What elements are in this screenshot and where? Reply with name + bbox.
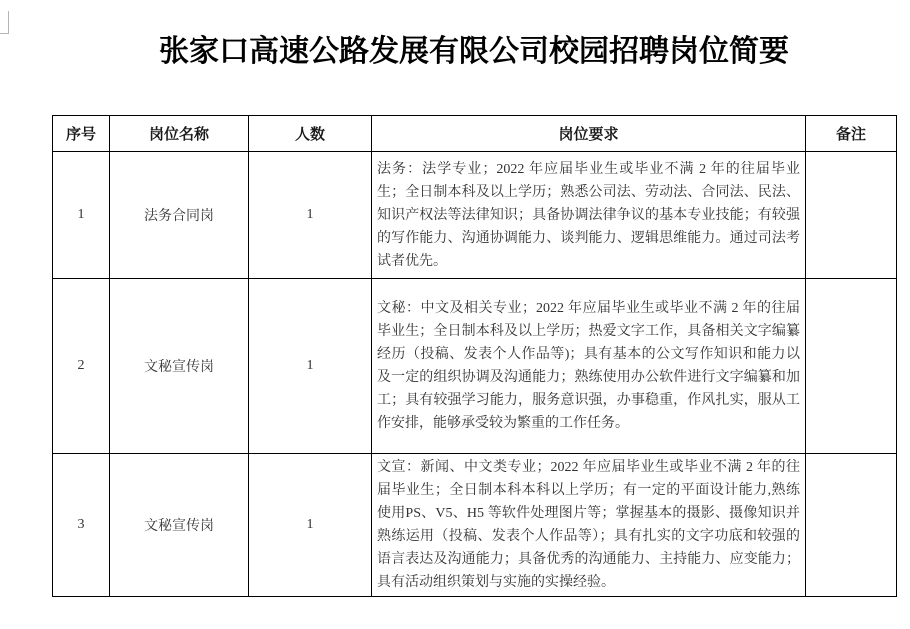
table-row [53, 152, 897, 279]
headcount-cell: 1 [249, 454, 372, 597]
seq-cell: 3 [53, 454, 110, 597]
remarks-cell [806, 152, 897, 279]
remarks-cell [806, 454, 897, 597]
table-header-row [53, 116, 897, 152]
position-name-cell: 文秘宣传岗 [110, 454, 249, 597]
position-name-cell: 文秘宣传岗 [110, 279, 249, 454]
requirements-cell: 文宣：新闻、中文类专业；2022 年应届毕业生或毕业不满 2 年的往届毕业生；全日制本科本科以上学历；有一定的平面设计能力,熟练使用PS、V5、H5 等软件处理图片等；掌握基本的摄影、摄像知识并熟练运用（投稿、发表个人作品等）；具有扎实的文字功底和较强的语言表达及沟通能力；具备优秀的沟通能力、主持能力、应变能力；具有活动组织策划与实施的实操经验。 [372, 454, 806, 597]
seq-cell: 2 [53, 279, 110, 454]
requirements-cell: 文秘：中文及相关专业；2022 年应届毕业生或毕业不满 2 年的往届毕业生；全日制本科及以上学历；热爱文字工作，具备相关文字编纂经历（投稿、发表个人作品等)；具有基本的公文写作知识和能力以及一定的组织协调及沟通能力；熟练使用办公软件进行文字编纂和加工；具有较强学习能力，服务意识强，办事稳重，作风扎实，服从工作安排，能够承受较为繁重的工作任务。 [372, 279, 806, 454]
table-row [53, 279, 897, 454]
seq-cell: 1 [53, 152, 110, 279]
remarks-cell [806, 279, 897, 454]
column-header-seq: 序号 [53, 116, 110, 152]
page-title: 张家口高速公路发展有限公司校园招聘岗位简要 [159, 35, 789, 68]
headcount-cell: 1 [249, 279, 372, 454]
position-name-cell: 法务合同岗 [110, 152, 249, 279]
column-header-headcount: 人数 [249, 116, 372, 152]
column-header-position: 岗位名称 [110, 116, 249, 152]
headcount-cell: 1 [249, 152, 372, 279]
column-header-remarks: 备注 [806, 116, 897, 152]
table-row [53, 454, 897, 597]
page-margin-crop-mark [0, 11, 9, 34]
recruitment-table [52, 115, 897, 597]
requirements-cell: 法务：法学专业；2022 年应届毕业生或毕业不满 2 年的往届毕业生；全日制本科及以上学历；熟悉公司法、劳动法、合同法、民法、知识产权法等法律知识；具备协调法律争议的基本专业技能；有较强的写作能力、沟通协调能力、谈判能力、逻辑思维能力。通过司法考试者优先。 [372, 152, 806, 279]
column-header-requirements: 岗位要求 [372, 116, 806, 152]
